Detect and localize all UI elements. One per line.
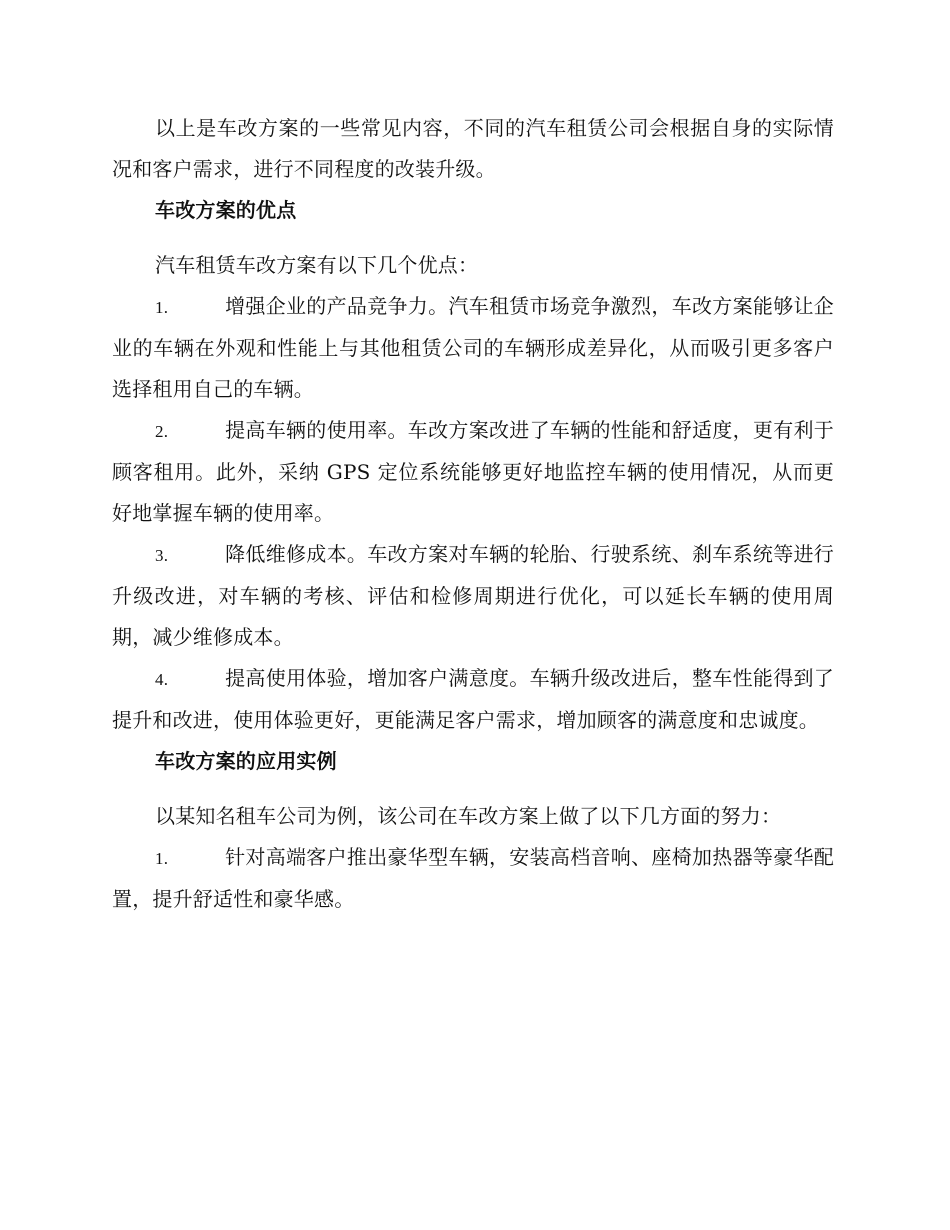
section-heading-examples: 车改方案的应用实例 [155,749,337,773]
list-item [112,837,834,920]
list-item-text: 增强企业的产品竞争力。汽车租赁市场竞争激烈，车改方案能够让企业的车辆在外观和性能上与其他租赁公司的车辆形成差异化，从而吸引更多客户选择租用自己的车辆。 [112,294,834,401]
advantages-list [112,286,834,741]
document-page [112,108,834,920]
list-item-text: 提高车辆的使用率。车改方案改进了车辆的性能和舒适度，更有利于顾客租用。此外，采纳 GPS 定位系统能够更好地监控车辆的使用情况，从而更好地掌握车辆的使用率。 [112,418,834,525]
list-item-number: 4. [155,670,169,689]
list-item [112,286,834,410]
list-item-number: 2. [155,422,169,441]
list-item-text: 降低维修成本。车改方案对车辆的轮胎、行驶系统、刹车系统等进行升级改进，对车辆的考核、评估和检修周期进行优化，可以延长车辆的使用周期，减少维修成本。 [112,542,834,649]
list-item-number: 3. [155,546,169,565]
examples-intro-paragraph: 以某知名租车公司为例，该公司在车改方案上做了以下几方面的努力： [155,804,782,828]
examples-list [112,837,834,920]
list-item [112,658,834,741]
list-item-text: 提高使用体验，增加客户满意度。车辆升级改进后，整车性能得到了提升和改进，使用体验更好，更能满足客户需求，增加顾客的满意度和忠诚度。 [112,666,834,732]
list-item [112,534,834,658]
list-item-text: 针对高端客户推出豪华型车辆，安装高档音响、座椅加热器等豪华配置，提升舒适性和豪华感。 [112,845,834,911]
advantages-intro-paragraph: 汽车租赁车改方案有以下几个优点： [155,253,479,277]
list-item-number: 1. [155,849,169,868]
list-item [112,410,834,534]
section-heading-advantages: 车改方案的优点 [155,198,297,222]
list-item-number: 1. [155,298,169,317]
intro-paragraph: 以上是车改方案的一些常见内容，不同的汽车租赁公司会根据自身的实际情况和客户需求，进行不同程度的改装升级。 [112,116,834,181]
